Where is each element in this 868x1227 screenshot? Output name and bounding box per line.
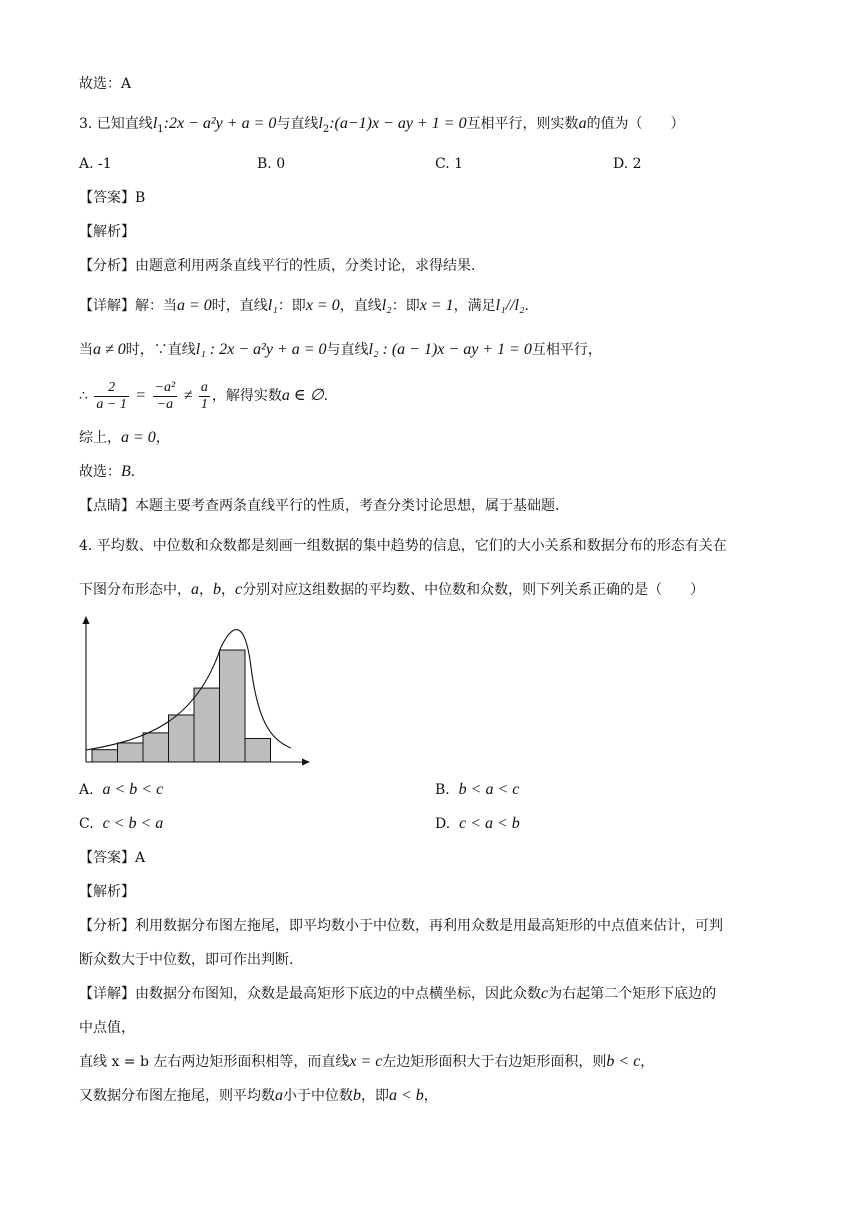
q3-f1-den: a − 1 (96, 396, 127, 412)
q3-xiangjie-line (79, 296, 529, 316)
q3-summary-text: 综上， (79, 430, 121, 446)
q3-var: a (578, 115, 587, 132)
q3-solve-end: . (323, 388, 329, 404)
q3-neq-sign: ≠ (183, 387, 193, 404)
q4-l4-text-3: ，即 (361, 1088, 389, 1104)
q3-choose-end: . (130, 464, 136, 480)
histogram-bar (245, 738, 271, 762)
q3-summary-end: ， (155, 430, 170, 446)
q4-s2-b: b (213, 581, 221, 598)
q4-xiangjie-line-2: 中点值， (79, 1020, 135, 1036)
q4-s2-text-1: 下图分布形态中， (79, 582, 191, 598)
q4-opt-d-expr: c < a < b (459, 815, 520, 832)
histogram-bar (92, 750, 118, 762)
q4-l4-text-4: ， (423, 1088, 438, 1104)
histogram-bar (220, 650, 246, 762)
histogram-bar (143, 733, 169, 762)
q3-fraction-2 (153, 380, 178, 413)
q3-fraction-line (79, 378, 328, 414)
q3-xj-math-x0: x = 0 (305, 297, 340, 314)
q4-l4-ab: a < b (389, 1087, 424, 1104)
q3-option-b: B. 0 (257, 156, 286, 172)
q3-fenxi: 【分析】由题意利用两条直线平行的性质，分类讨论，求得结果. (79, 258, 476, 274)
q3-l2-sub: 2 (322, 123, 330, 135)
q4-xj1-text-2: 为右起第二个矩形下底边的 (548, 986, 717, 1002)
q4-option-b (435, 780, 519, 800)
q3-xj-text-5: ：即 (391, 298, 420, 314)
histogram-bar (169, 715, 195, 762)
q3-choose-letter: B (121, 463, 131, 480)
q3-f3-den: 1 (200, 396, 208, 412)
y-axis-arrow-icon (83, 616, 90, 624)
q3-xj-math-l2: l₂ (381, 297, 392, 314)
distribution-histogram (76, 612, 316, 772)
q3-choose (79, 462, 135, 482)
q3-c2-math-aneq0: a ≠ 0 (93, 341, 126, 358)
q3-stem-prefix: 3. 已知直线 (79, 116, 153, 132)
q4-l3-math-xc: x = c (349, 1053, 383, 1070)
q4-l4-b: b (353, 1087, 361, 1104)
q4-option-d (435, 814, 520, 834)
q4-analysis-title: 【解析】 (79, 884, 135, 900)
q3-l1-sub: 1 (157, 123, 164, 135)
q3-answer: 【答案】B (79, 190, 146, 206)
q3-c2-math-l1: l₁ : 2x − a²y + a = 0 (195, 341, 327, 358)
q3-f2-den: −a (156, 396, 174, 412)
q4-l3-text-2: 左边矩形面积大于右边矩形面积，则 (382, 1054, 607, 1070)
q3-option-c: C. 1 (435, 156, 464, 172)
q3-case2-line (79, 340, 602, 360)
q4-xj1-c: c (541, 985, 549, 1002)
q3-eq-sign: = (135, 387, 147, 404)
q4-l4-text-2: 小于中位数 (283, 1088, 353, 1104)
q3-c2-text-1: 当 (79, 342, 93, 358)
q4-l3-text-3: ， (640, 1054, 655, 1070)
q4-fenxi-line-1: 【分析】利用数据分布图左拖尾，即平均数小于中位数，再利用众数是用最高矩形的中点值来估计，可判 (79, 918, 723, 934)
histogram-bar (118, 743, 144, 762)
q3-c2-text-2: 时，∵直线 (125, 342, 196, 358)
q3-xj-math-a0: a = 0 (177, 297, 212, 314)
q3-xj-text-7: . (524, 298, 529, 314)
q4-option-c (79, 814, 163, 834)
q4-s2-comma-2: ， (221, 582, 235, 598)
q3-summary-math: a = 0 (121, 429, 156, 446)
q4-opt-a-label: A. (79, 782, 94, 798)
q3-l1-equation: :2x − a²y + a = 0 (163, 115, 277, 132)
q4-stem-line-2 (79, 580, 704, 600)
q4-opt-c-expr: c < b < a (102, 815, 164, 832)
q3-stem-suffix: 互相平行，则实数 (466, 116, 579, 132)
q4-detail-line-4 (79, 1086, 438, 1106)
q3-xj-text-6: ，满足 (453, 298, 496, 314)
q4-l4-a: a (275, 1087, 283, 1104)
q3-f2-num: −a² (154, 379, 176, 395)
q4-l3-text-1: 直线 x = b 左右两边矩形面积相等，而直线 (79, 1054, 350, 1070)
q3-l2-equation: :(a−1)x − ay + 1 = 0 (329, 115, 467, 132)
q3-l1-label: l (152, 115, 158, 132)
q4-opt-c-label: C. (79, 816, 94, 832)
q3-solve-text: ，解得实数 (211, 388, 282, 404)
q4-xiangjie-line-1 (79, 984, 716, 1004)
previous-answer-line: 故选：A (79, 76, 132, 92)
q3-xj-math-parallel: l₁//l₂ (495, 297, 525, 314)
q3-xj-text-4: ，直线 (339, 298, 382, 314)
q4-l3-math-bc: b < c (606, 1053, 641, 1070)
q4-s2-a: a (191, 581, 199, 598)
q4-option-a (79, 780, 163, 800)
q4-s2-comma-1: ， (199, 582, 213, 598)
q3-analysis-title: 【解析】 (79, 224, 135, 240)
histogram-bars (92, 650, 271, 762)
q3-mid-text: 与直线 (276, 116, 319, 132)
q3-xj-text-3: ：即 (277, 298, 306, 314)
q4-stem-line-1: 4. 平均数、中位数和众数都是刻画一组数据的集中趋势的信息，它们的大小关系和数据分布的形态有关在 (79, 538, 727, 554)
q3-option-d: D. 2 (613, 156, 642, 172)
q4-fenxi-line-2: 断众数大于中位数，即可作出判断. (79, 952, 294, 968)
q3-choose-text: 故选： (79, 464, 121, 480)
q3-l2-label: l (318, 115, 323, 132)
q4-s2-text-2: 分别对应这组数据的平均数、中位数和众数，则下列关系正确的是（ ） (242, 582, 705, 598)
q3-fraction-1 (94, 380, 128, 413)
q4-opt-b-label: B. (435, 782, 450, 798)
q3-summary (79, 428, 170, 448)
q3-dianjing: 【点睛】本题主要考查两条直线平行的性质，考查分类讨论思想，属于基础题. (79, 498, 560, 514)
q3-stem-end: 的值为（ ） (586, 116, 685, 132)
q3-xj-math-x1: x = 1 (419, 297, 454, 314)
histogram-bar (194, 688, 220, 762)
x-axis-arrow-icon (302, 759, 310, 766)
q4-l4-text-1: 又数据分布图左拖尾，则平均数 (79, 1088, 275, 1104)
q3-option-a: A. -1 (79, 156, 112, 172)
q4-opt-a-expr: a < b < c (102, 781, 164, 798)
q3-solve-math: a ∈ ∅ (281, 387, 324, 404)
q3-c2-text-3: 与直线 (326, 342, 369, 358)
q3-c2-text-4: 互相平行， (531, 342, 602, 358)
q3-f3-num: a (200, 379, 208, 395)
q3-fraction-3 (199, 380, 210, 413)
q4-detail-line-3 (79, 1052, 654, 1072)
q3-stem (79, 114, 685, 140)
q4-s2-c: c (235, 581, 243, 598)
q4-answer: 【答案】A (79, 850, 146, 866)
q4-opt-b-expr: b < a < c (458, 781, 520, 798)
q3-f1-num: 2 (94, 380, 128, 397)
q3-xj-text-2: 时，直线 (211, 298, 268, 314)
q4-opt-d-label: D. (435, 816, 451, 832)
q4-xj1-text-1: 【详解】由数据分布图知，众数是最高矩形下底边的中点横坐标，因此众数 (79, 986, 541, 1002)
q3-xj-text-1: 【详解】解：当 (79, 298, 177, 314)
q3-c2-math-l2: l₂ : (a − 1)x − ay + 1 = 0 (368, 341, 532, 358)
q3-therefore: ∴ (79, 388, 88, 404)
q3-xj-math-l1: l₁ (267, 297, 278, 314)
